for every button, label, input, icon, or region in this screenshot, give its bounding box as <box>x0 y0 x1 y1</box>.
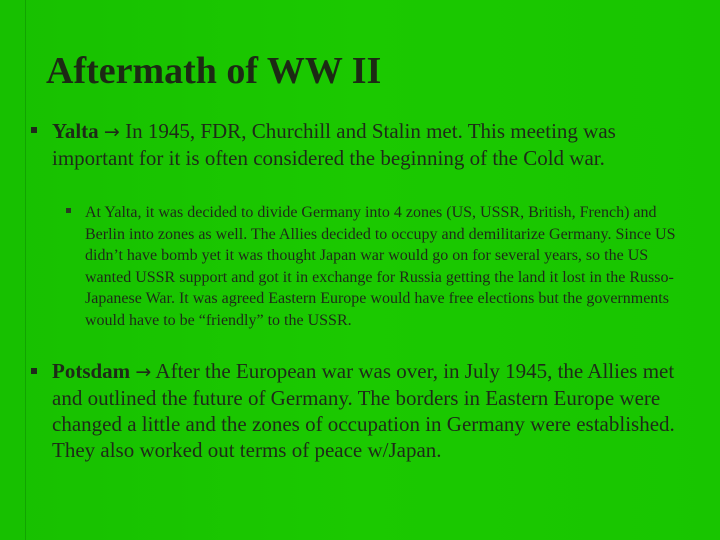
bullet-term-yalta: Yalta <box>52 119 99 143</box>
vertical-guide-line <box>25 0 26 540</box>
bullet-text-yalta: In 1945, FDR, Churchill and Stalin met. This meeting was important for it is often considered the beginning of the Cold war. <box>52 119 616 170</box>
bullet-text-potsdam: After the European war was over, in July 1945, the Allies met and outlined the future of Germany. The borders in Eastern Europe were changed a little and the zones of occupation in Germany were established. They also worked out terms of peace w/Japan. <box>52 359 675 462</box>
bullet-term-potsdam: Potsdam <box>52 359 131 383</box>
bullet-potsdam <box>52 358 692 463</box>
sub-bullet-yalta-details: At Yalta, it was decided to divide Germany into 4 zones (US, USSR, British, French) and Berlin into zones as well. The Allies decided to occupy and demilitarize Germany. Since US didn’t have bomb yet it was thought Japan war would go on for several years, so the US wanted USSR support and got it in exchange for Russia getting the land it lost in the Russo-Japanese War. It was agreed Eastern Europe would have free elections but the governments would have to be “friendly” to the USSR. <box>85 204 676 329</box>
arrow-right-icon: → <box>103 121 120 143</box>
sub-bullet-square-icon <box>65 207 75 217</box>
bullet-square-icon <box>29 366 39 376</box>
bullet-yalta <box>52 118 692 171</box>
arrow-right-icon: → <box>135 361 152 383</box>
slide-title: Aftermath of WW II <box>46 50 382 92</box>
bullet-square-icon <box>29 125 39 135</box>
